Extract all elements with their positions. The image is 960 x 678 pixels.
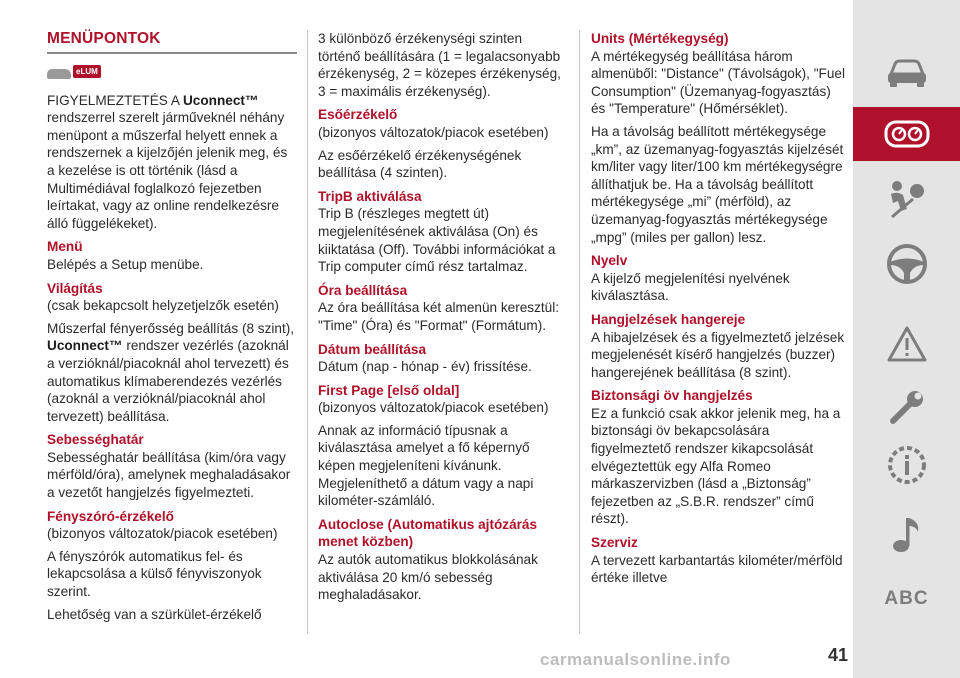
music-note-icon bbox=[890, 514, 924, 554]
uconnect-brand: Uconnect™ bbox=[182, 92, 259, 108]
nav-maintenance[interactable] bbox=[853, 380, 960, 434]
text-date: Dátum (nap - hónap - év) frissítése. bbox=[318, 359, 532, 375]
car-outline-icon bbox=[885, 58, 929, 88]
nav-multimedia[interactable] bbox=[853, 507, 960, 561]
wrench-icon bbox=[887, 387, 927, 427]
text-lighting-2b: rendszer vezérlés (azoknál a verzióknál/piacoknál ahol tervezett) és automatikus klímaberendezés vezérlés (azoknál a verzióknál/piacoknál ahol tervezett) beállítása. bbox=[47, 338, 289, 424]
text-sensor-levels: 3 különböző érzékenységi szinten történő beállítására (1 = legalacsonyabb érzékenység, 2 = közepes érzékenység, 3 = maximális érzékenység). bbox=[318, 31, 561, 99]
column-1 bbox=[47, 30, 297, 623]
heading-seatbelt-buzzer: Biztonsági öv hangjelzés bbox=[591, 388, 753, 404]
text-tripb: Trip B (részleges megtett út) megjelenítésének aktiválása (On) és kiiktatása (Off). További információkat a Trip computer című rész tartalmaz. bbox=[318, 206, 556, 275]
info-gear-icon bbox=[886, 444, 928, 486]
text-lighting-1: (csak bekapcsolt helyzetjelzők esetén) bbox=[47, 298, 279, 314]
abc-index-label: ABC bbox=[884, 588, 929, 609]
nav-steering[interactable] bbox=[853, 237, 960, 291]
text-units-1: A mértékegység beállítása három almenüből: "Distance" (Távolságok), "Fuel Consumption" (Üzemanyag-fogyasztás) és "Temperature" (Hőmérséklet). bbox=[591, 48, 845, 117]
heading-service: Szerviz bbox=[591, 535, 638, 551]
intro-text-a: FIGYELMEZTETÉS A bbox=[47, 92, 180, 108]
text-language: A kijelző megjelenítési nyelvének kiválasztása. bbox=[591, 270, 790, 304]
column-divider-1 bbox=[307, 30, 308, 634]
heading-menu: Menü bbox=[47, 239, 83, 255]
heading-clock: Óra beállítása bbox=[318, 282, 408, 298]
chapter-sidebar bbox=[853, 0, 960, 678]
steering-wheel-icon bbox=[886, 243, 928, 285]
column-2 bbox=[318, 30, 568, 604]
text-rain-sensor-1: (bizonyos változatok/piacok esetében) bbox=[318, 124, 549, 140]
text-seatbelt-buzzer: Ez a funkció csak akkor jelenik meg, ha a biztonsági öv bekapcsolására figyelmeztető rendszer kikapcsolását elvégeztettük egy Alfa Romeo márkaszervizben (lásd a „Biztonság” fejezetben az „S.B.R. rendszer” című részt). bbox=[591, 405, 841, 527]
text-menu: Belépés a Setup menübe. bbox=[47, 256, 204, 272]
title-divider bbox=[47, 52, 297, 54]
text-rain-sensor-2: Az esőérzékelő érzékenységének beállítása (4 szinten). bbox=[318, 147, 522, 181]
seatbelt-person-icon bbox=[887, 179, 927, 219]
watermark: carmanualsonline.info bbox=[540, 650, 731, 669]
heading-buzzer-volume: Hangjelzések hangereje bbox=[591, 311, 746, 327]
text-first-page-1: (bizonyos változatok/piacok esetében) bbox=[318, 400, 549, 416]
version-badge-row bbox=[47, 62, 297, 82]
intro-paragraph bbox=[47, 92, 297, 233]
heading-date: Dátum beállítása bbox=[318, 341, 427, 357]
heading-speed-limit: Sebességhatár bbox=[47, 432, 144, 448]
text-first-page-2: Annak az információ típusnak a kiválasztása amelyet a fő képernyő képen megjeleníteni kívánunk. Megjeleníthető a dátum vagy a napi kilométer-számláló. bbox=[318, 422, 534, 509]
nav-safety[interactable] bbox=[853, 172, 960, 226]
heading-language: Nyelv bbox=[591, 253, 628, 269]
text-lighting-2a: Műszerfal fényerősség beállítás (8 szint), bbox=[47, 320, 295, 336]
instrument-panel-icon bbox=[884, 120, 930, 148]
car-icon bbox=[47, 69, 71, 79]
text-headlight-sensor-1: (bizonyos változatok/piacok esetében) bbox=[47, 526, 278, 542]
text-buzzer-volume: A hibajelzések és a figyelmeztető jelzések megjelenését kísérő hangjelzés (buzzer) hangerejének beállítása (8 szint). bbox=[591, 329, 845, 380]
heading-lighting: Világítás bbox=[47, 280, 103, 296]
heading-rain-sensor: Esőérzékelő bbox=[318, 107, 398, 123]
heading-units: Units (Mértékegység) bbox=[591, 31, 729, 46]
page-number: 41 bbox=[827, 645, 848, 665]
intro-text-b: rendszerrel szerelt járműveknél néhány menüpont a műszerfal helyett ennek a rendszernek a kijelzőjén jelenik meg, és a kezelése is ott történik (lásd a Multimédiával foglalkozó fejezetben leírtakat, vagy az online rendelkezésre álló függelékeket). bbox=[47, 110, 288, 231]
text-service: A tervezett karbantartás kilométer/mérföld értéke illetve bbox=[591, 552, 843, 586]
nav-car[interactable] bbox=[853, 46, 960, 100]
elum-badge: eLUM bbox=[73, 65, 101, 78]
nav-dashboard[interactable] bbox=[853, 107, 960, 161]
heading-autoclose: Autoclose (Automatikus ajtózárás menet közben) bbox=[318, 516, 538, 550]
heading-headlight-sensor: Fényszóró-érzékelő bbox=[47, 508, 174, 524]
nav-index[interactable] bbox=[853, 572, 960, 626]
uconnect-brand-2: Uconnect™ bbox=[47, 338, 123, 354]
nav-warnings[interactable] bbox=[853, 317, 960, 371]
text-speed-limit: Sebességhatár beállítása (kim/óra vagy mérföld/óra), amelynek meghaladásakor a vezetőt hangjelzés figyelmezteti. bbox=[47, 449, 291, 501]
warning-triangle-icon bbox=[886, 325, 928, 363]
heading-first-page: First Page [első oldal] bbox=[318, 382, 460, 398]
page-title: MENÜPONTOK bbox=[47, 30, 161, 47]
text-headlight-sensor-3: Lehetőség van a szürkület-érzékelő bbox=[47, 606, 262, 622]
text-lighting-2 bbox=[47, 320, 297, 426]
text-clock: Az óra beállítása két almenün keresztül: "Time" (Óra) és "Format" (Formátum). bbox=[318, 300, 560, 333]
column-3 bbox=[591, 30, 846, 587]
text-autoclose: Az autók automatikus blokkolásának aktiválása 20 km/ó sebesség meghaladásakor. bbox=[318, 552, 538, 603]
heading-tripb: TripB aktiválása bbox=[318, 188, 422, 204]
text-units-2: Ha a távolság beállított mértékegysége „km”, az üzemanyag-fogyasztás kijelzését km/liter vagy liter/100 km mértékegységre állíthatjuk be. Ha a távolság beállított mértékegysége „mi” (mérföld), az üzemanyag-fogyasztás mértékegysége „mpg” (miles per gallon) lesz. bbox=[591, 123, 844, 245]
nav-technical-data[interactable] bbox=[853, 438, 960, 492]
column-divider-2 bbox=[579, 30, 580, 634]
text-headlight-sensor-2: A fényszórók automatikus fel- és lekapcsolása a külső fényviszonyok szerint. bbox=[47, 548, 262, 600]
